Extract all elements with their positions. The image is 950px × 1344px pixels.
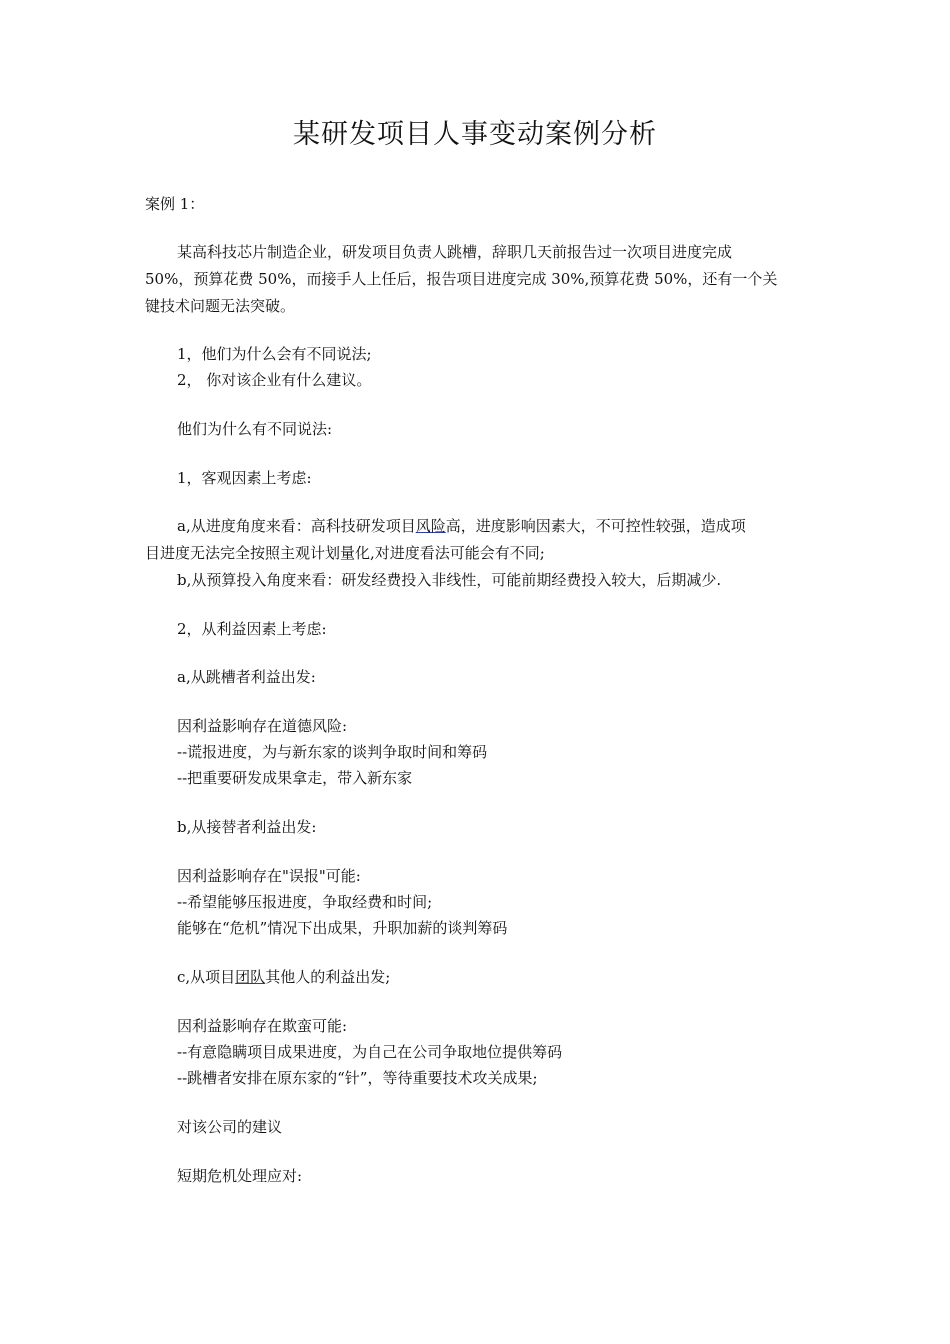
c-heading-pre: c,从项目: [177, 968, 236, 986]
objective-a-post: 高，进度影响因素大，不可控性较强，造成项: [445, 517, 746, 535]
objective-a-line-2: 目进度无法完全按照主观计划量化,对进度看法可能会有不同;: [145, 544, 545, 562]
c-item-1: 因利益影响存在欺蛮可能:: [177, 1017, 348, 1035]
objective-a-pre: a,从进度角度来看：高科技研发项目: [177, 517, 416, 535]
b-item-2: --希望能够压报进度，争取经费和时间;: [177, 893, 433, 911]
c-item-3: --跳槽者安排在原东家的“针”，等待重要技术攻关成果;: [177, 1069, 538, 1087]
intro-line-2: 50%，预算花费 50%，而接手人上任后，报告项目进度完成 30%,预算花费 50%，还有一个关: [145, 270, 778, 288]
document-title: 某研发项目人事变动案例分析: [293, 119, 657, 150]
a-heading: a,从跳槽者利益出发:: [177, 668, 316, 686]
a-item-3: --把重要研发成果拿走，带入新东家: [177, 769, 413, 787]
team-link[interactable]: 团队: [235, 968, 266, 986]
why-heading: 他们为什么有不同说法:: [177, 420, 333, 438]
intro-line-3: 键技术问题无法突破。: [145, 297, 296, 315]
interest-heading: 2，从利益因素上考虑:: [177, 620, 327, 638]
c-item-2: --有意隐瞒项目成果进度，为自己在公司争取地位提供筹码: [177, 1043, 563, 1061]
short-term-heading: 短期危机处理应对:: [177, 1167, 303, 1185]
objective-b: b,从预算投入角度来看：研发经费投入非线性，可能前期经费投入较大，后期减少.: [177, 571, 722, 589]
objective-heading: 1，客观因素上考虑:: [177, 469, 312, 487]
b-heading: b,从接替者利益出发:: [177, 818, 317, 836]
question-1: 1，他们为什么会有不同说法;: [177, 345, 372, 363]
question-2: 2， 你对该企业有什么建议。: [177, 371, 372, 389]
c-heading: [177, 967, 390, 987]
b-item-3: 能够在“危机”情况下出成果，升职加薪的谈判筹码: [177, 919, 508, 937]
b-item-1: 因利益影响存在"误报"可能:: [177, 867, 361, 885]
a-item-2: --谎报进度，为与新东家的谈判争取时间和筹码: [177, 743, 488, 761]
intro-line-1: 某高科技芯片制造企业，研发项目负责人跳槽，辞职几天前报告过一次项目进度完成: [177, 243, 733, 261]
c-heading-post: 其他人的利益出发;: [265, 968, 391, 986]
a-item-1: 因利益影响存在道德风险:: [177, 717, 348, 735]
objective-a-line-1: [177, 516, 746, 536]
risk-link[interactable]: 风险: [415, 517, 446, 535]
suggestion-heading: 对该公司的建议: [177, 1118, 283, 1136]
case-label: 案例 1：: [145, 195, 205, 213]
